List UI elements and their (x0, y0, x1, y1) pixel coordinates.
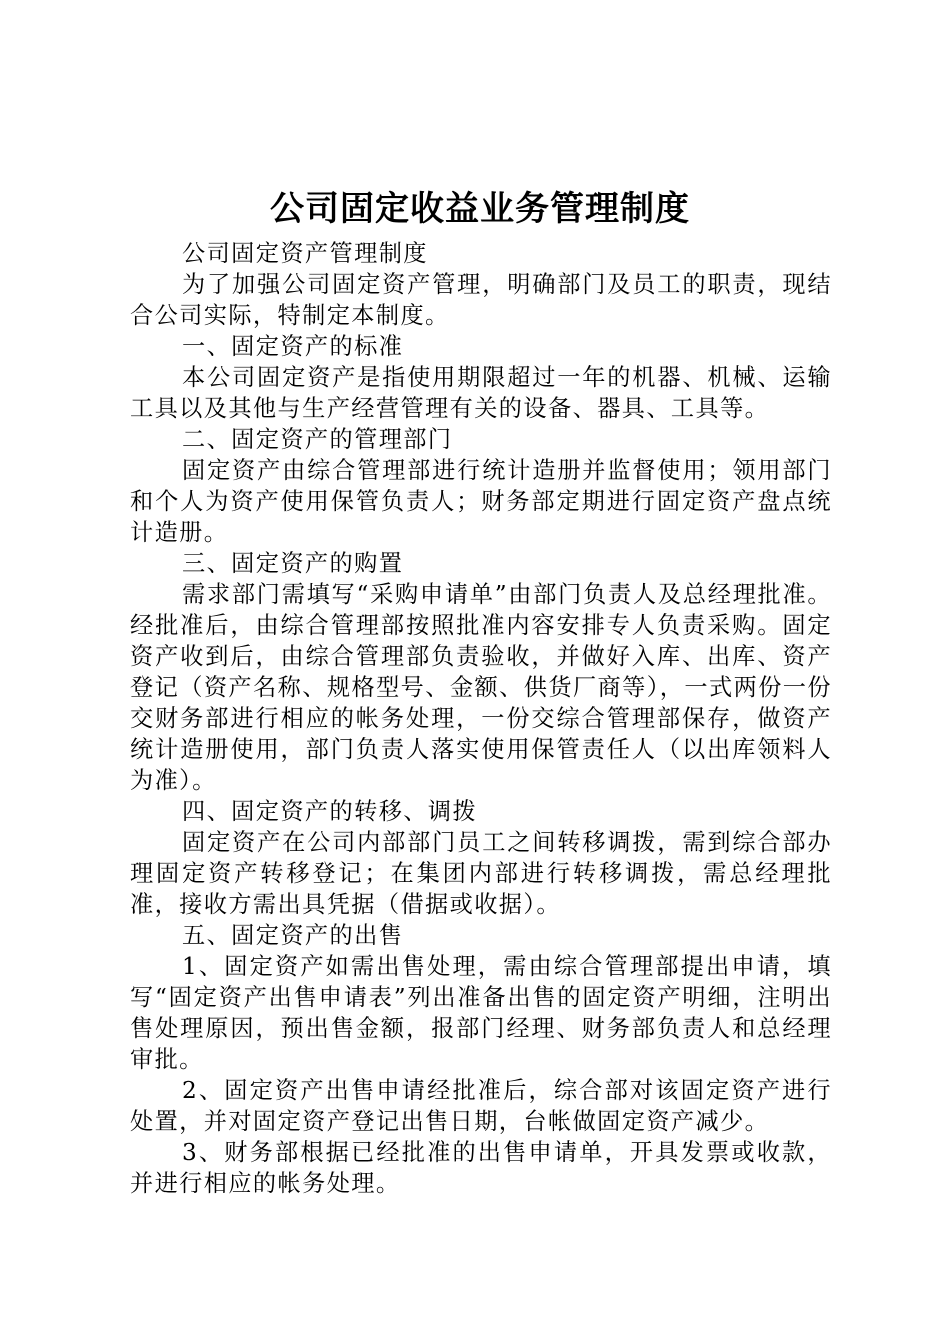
section-heading-2: 二、固定资产的管理部门 (182, 426, 453, 453)
section-heading-5: 五、固定资产的出售 (182, 922, 404, 949)
intro-paragraph: 为了加强公司固定资产管理，明确部门及员工的职责，现结合公司实际，特制定本制度。 (130, 271, 832, 329)
section-2-paragraph: 固定资产由综合管理部进行统计造册并监督使用；领用部门和个人为资产使用保管负责人；财务部定期进行固定资产盘点统计造册。 (130, 457, 832, 546)
section-4-paragraph: 固定资产在公司内部部门员工之间转移调拨，需到综合部办理固定资产转移登记；在集团内部进行转移调拨，需总经理批准，接收方需出具凭据（借据或收据）。 (130, 829, 832, 918)
section-heading-3: 三、固定资产的购置 (182, 550, 404, 577)
section-heading-4: 四、固定资产的转移、调拨 (182, 798, 478, 825)
section-3-paragraph: 需求部门需填写“采购申请单”由部门负责人及总经理批准。经批准后，由综合管理部按照批准内容安排专人负责采购。固定资产收到后，由综合管理部负责验收，并做好入库、出库、资产登记（资产名称、规格型号、金额、供货厂商等），一式两份一份交财务部进行相应的帐务处理，一份交综合管理部保存，做资产统计造册使用，部门负责人落实使用保管责任人（以出库领料人为准）。 (130, 581, 832, 794)
document-title: 公司固定收益业务管理制度 (270, 189, 690, 229)
section-heading-1: 一、固定资产的标准 (182, 333, 404, 360)
section-1-paragraph: 本公司固定资产是指使用期限超过一年的机器、机械、运输工具以及其他与生产经营管理有关的设备、器具、工具等。 (130, 364, 832, 422)
doc-subtitle: 公司固定资产管理制度 (182, 240, 428, 267)
section-5-item-2: 2、固定资产出售申请经批准后，综合部对该固定资产进行处置，并对固定资产登记出售日期，台帐做固定资产减少。 (130, 1077, 832, 1135)
section-5-item-3: 3、财务部根据已经批准的出售申请单，开具发票或收款，并进行相应的帐务处理。 (130, 1139, 832, 1197)
document-body (130, 238, 832, 1199)
section-5-item-1: 1、固定资产如需出售处理，需由综合管理部提出申请，填写“固定资产出售申请表”列出准备出售的固定资产明细，注明出售处理原因，预出售金额，报部门经理、财务部负责人和总经理审批。 (130, 953, 832, 1073)
